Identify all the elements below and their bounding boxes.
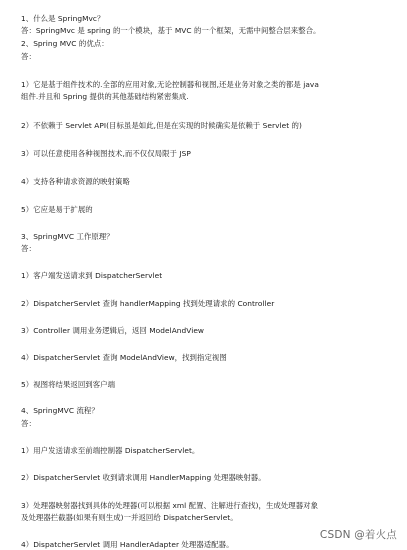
question-2-item-1-cont: 组件.并且和 Spring 提供的其他基础结构紧密集成. — [21, 92, 189, 101]
question-2-title: 2、Spring MVC 的优点： — [21, 39, 109, 48]
question-4-title: 4、SpringMVC 流程？ — [21, 406, 99, 415]
question-3-item-3: 3）Controller 调用业务逻辑后，返回 ModelAndView — [21, 326, 205, 335]
question-2-answer-label: 答： — [21, 52, 36, 61]
question-4-answer-label: 答： — [21, 419, 36, 428]
question-3-answer-label: 答： — [21, 244, 36, 253]
question-2-item-4: 4）支持各种请求资源的映射策略 — [21, 177, 130, 186]
question-2-item-3: 3）可以任意使用各种视图技术,而不仅仅局限于 JSP — [21, 149, 191, 158]
csdn-watermark: CSDN @着火点 — [319, 529, 397, 541]
question-3-title: 3、SpringMVC 工作原理？ — [21, 232, 114, 241]
question-4-item-2: 2）DispatcherServlet 收到请求调用 HandlerMapping 处理器映射器。 — [21, 473, 266, 482]
question-4-item-1: 1）用户发送请求至前端控制器 DispatcherServlet。 — [21, 446, 200, 455]
question-3-item-2: 2）DispatcherServlet 查询 handlerMapping 找到处理请求的 Controller — [21, 299, 275, 308]
question-3-item-1: 1）客户端发送请求到 DispatcherServlet — [21, 271, 163, 280]
question-3-item-5: 5）视图将结果返回到客户端 — [21, 380, 116, 389]
question-2-item-2: 2）不依赖于 Servlet API(目标虽是如此,但是在实现的时候确实是依赖于 Servlet 的) — [21, 121, 302, 130]
question-2-item-5: 5）它应是易于扩展的 — [21, 205, 93, 214]
question-2-item-1: 1）它是基于组件技术的.全部的应用对象,无论控制器和视图,还是业务对象之类的都是 java — [21, 80, 319, 89]
question-1-answer: 答：SpringMvc 是 spring 的一个模块，基于 MVC 的一个框架，无需中间整合层来整合。 — [21, 26, 321, 35]
question-4-item-4: 4）DispatcherServlet 调用 HandlerAdapter 处理器适配器。 — [21, 540, 234, 549]
question-3-item-4: 4）DispatcherServlet 查询 ModelAndView，找到指定视图 — [21, 353, 227, 362]
question-4-item-3-cont: 及处理器拦截器(如果有则生成)一并返回给 DispatcherServlet。 — [21, 513, 238, 522]
question-4-item-3: 3）处理器映射器找到具体的处理器(可以根据 xml 配置、注解进行查找)，生成处理器对象 — [21, 501, 319, 510]
question-1-title: 1、什么是 SpringMvc？ — [21, 14, 105, 23]
